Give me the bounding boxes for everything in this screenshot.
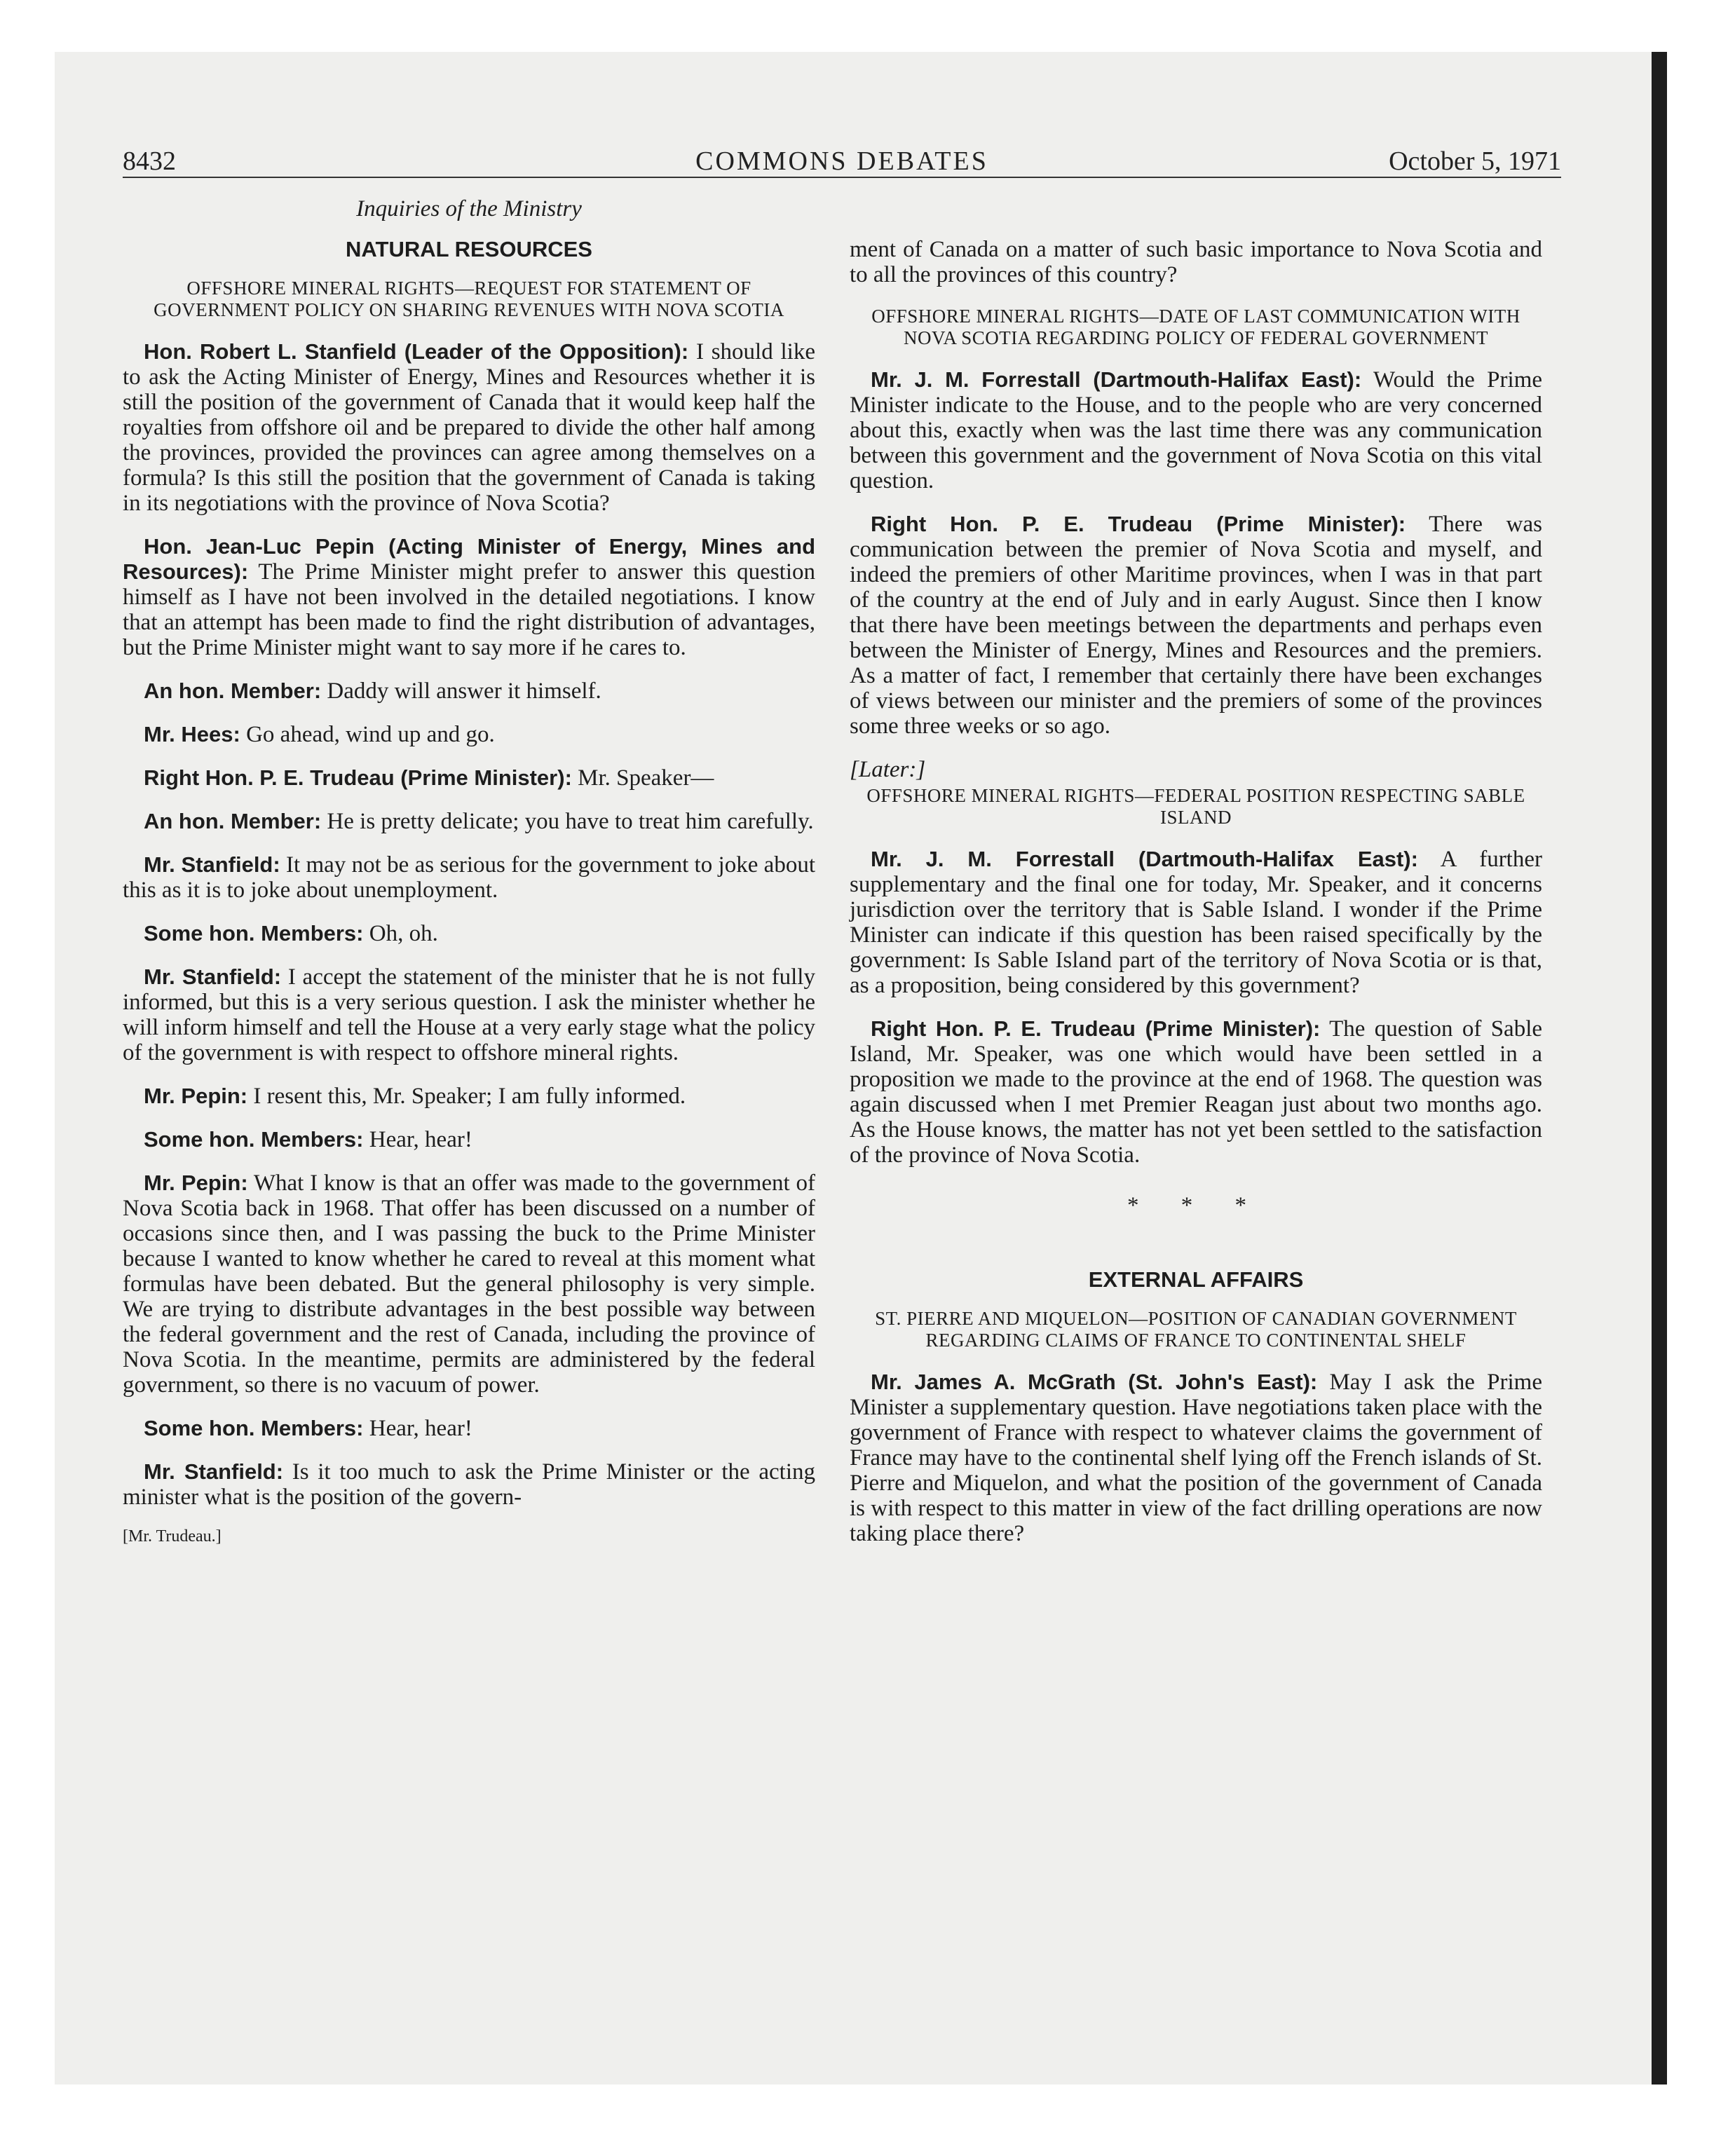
speaker-name: Mr. Pepin:	[144, 1084, 248, 1108]
speaker-name: Some hon. Members:	[144, 1127, 364, 1152]
speech-text: He is pretty delicate; you have to treat him carefully.	[321, 809, 814, 834]
sub-heading: OFFSHORE MINERAL RIGHTS—REQUEST FOR STATEMENT OF GOVERNMENT POLICY ON SHARING REVENUES WITH NOVA SCOTIA	[154, 278, 784, 320]
speaker-name: Right Hon. P. E. Trudeau (Prime Minister):	[871, 512, 1406, 536]
right-column	[850, 237, 1542, 1564]
speech-list	[123, 339, 815, 1510]
speech-paragraph	[123, 722, 815, 747]
speaker-name: Some hon. Members:	[144, 921, 364, 946]
speech-paragraph	[123, 1084, 815, 1109]
sub-heading: ST. PIERRE AND MIQUELON—POSITION OF CANADIAN GOVERNMENT REGARDING CLAIMS OF FRANCE TO CONTINENTAL SHELF	[875, 1308, 1517, 1351]
speaker-name: Hon. Jean-Luc Pepin (Acting Minister of Energy, Mines and Resources):	[123, 534, 815, 584]
page-edge-shadow	[1652, 52, 1667, 2085]
speaker-name: Mr. Stanfield:	[144, 1459, 284, 1484]
speaker-name: Hon. Robert L. Stanfield (Leader of the Opposition):	[144, 339, 689, 364]
speech-paragraph	[123, 852, 815, 903]
speech-text: What I know is that an offer was made to the government of Nova Scotia back in 1968. That offer has been discussed on a number of occasions since then, and I was passing the buck to the Prime Minister because I wanted to know whether he cared to reveal at this moment what formulas have been debated. But the general philosophy is very simple. We are trying to distribute advantages in the best possible way between the federal government and the rest of Canada, including the province of Nova Scotia. In the meantime, permits are administered by the federal government, so there is no vacuum of power.	[123, 1171, 815, 1398]
speech-text: Hear, hear!	[363, 1127, 472, 1152]
speech-paragraph	[123, 678, 815, 704]
continued-text: ment of Canada on a matter of such basic importance to Nova Scotia and to all the provinces of this country?	[850, 237, 1542, 287]
left-column	[123, 196, 815, 1549]
speaker-name: Right Hon. P. E. Trudeau (Prime Minister):	[144, 765, 572, 790]
speaker-name: Some hon. Members:	[144, 1416, 364, 1440]
speech-text: I resent this, Mr. Speaker; I am fully informed.	[247, 1084, 686, 1109]
speech-text: The question of Sable Island, Mr. Speaker, was one which would have been settled in a proposition we made to the province at the end of 1968. The question was again discussed when I met Premier Reagan just about two months ago. As the House knows, the matter has not yet been settled to the satisfaction of the province of Nova Scotia.	[850, 1016, 1543, 1168]
speaker-name: An hon. Member:	[144, 809, 322, 833]
section-heading: EXTERNAL AFFAIRS	[1088, 1267, 1304, 1292]
sub-heading: OFFSHORE MINERAL RIGHTS—FEDERAL POSITION RESPECTING SABLE ISLAND	[866, 785, 1525, 828]
speech-paragraph	[123, 534, 815, 660]
speech-paragraph	[850, 1370, 1542, 1546]
publication-date: October 5, 1971	[1389, 146, 1561, 176]
publication-title: COMMONS DEBATES	[695, 146, 988, 176]
running-header	[123, 146, 1561, 178]
speech-paragraph	[123, 1171, 815, 1398]
speech-text: Is it too much to ask the Prime Minister or the acting minister what is the position of the govern-	[123, 1459, 815, 1510]
speech-paragraph	[123, 1416, 815, 1441]
speech-text: I accept the statement of the minister that he is not fully informed, but this is a very serious question. I ask the minister whether he will inform himself and tell the House at a very early stage what the policy of the government is with respect to offshore mineral rights.	[123, 964, 815, 1065]
speech-paragraph	[850, 367, 1542, 493]
speech-text: Daddy will answer it himself.	[321, 678, 601, 704]
speech-paragraph	[850, 512, 1542, 739]
speech-paragraph	[123, 1127, 815, 1152]
speech-paragraph	[123, 339, 815, 516]
speech-list	[850, 1370, 1542, 1546]
speaker-name: Mr. Pepin:	[144, 1171, 248, 1195]
sub-heading: OFFSHORE MINERAL RIGHTS—DATE OF LAST COMMUNICATION WITH NOVA SCOTIA REGARDING POLICY OF FEDERAL GOVERNMENT	[871, 306, 1520, 348]
section-heading: NATURAL RESOURCES	[346, 237, 592, 261]
speech-paragraph	[123, 964, 815, 1065]
speaker-name: Mr. Stanfield:	[144, 964, 282, 989]
speech-text: May I ask the Prime Minister a supplementary question. Have negotiations taken place with the government of France with respect to whatever claims the government of France may have to the continental shelf lying off the French islands of St. Pierre and Miquelon, and what the position of the government of Canada is with respect to this matter in view of the fact drilling operations are now taking place there?	[850, 1370, 1542, 1546]
speech-text: Go ahead, wind up and go.	[240, 722, 495, 747]
speech-list	[850, 847, 1542, 1168]
speech-paragraph	[123, 921, 815, 946]
speech-paragraph	[850, 847, 1542, 998]
speaker-name: An hon. Member:	[144, 678, 322, 703]
speech-text: I should like to ask the Acting Minister of Energy, Mines and Resources whether it is still the position of the government of Canada that it would keep half the royalties from offshore oil and be prepared to divide the other half among the provinces, provided the provinces can agree among themselves on a formula? Is this still the position that the government of Canada is taking in its negotiations with the province of Nova Scotia?	[123, 339, 815, 516]
speech-paragraph	[123, 1459, 815, 1510]
speech-paragraph	[123, 809, 815, 834]
footnote: [Mr. Trudeau.]	[123, 1527, 222, 1546]
speech-list	[850, 367, 1542, 739]
speech-text: Mr. Speaker—	[571, 765, 714, 791]
speaker-name: Mr. Hees:	[144, 722, 240, 746]
speaker-name: Mr. J. M. Forrestall (Dartmouth-Halifax East):	[871, 847, 1418, 871]
page-number: 8432	[123, 146, 176, 176]
later-note: [Later:]	[850, 757, 926, 782]
speaker-name: Right Hon. P. E. Trudeau (Prime Minister):	[871, 1016, 1321, 1041]
speech-text: There was communication between the premier of Nova Scotia and myself, and indeed the premiers of other Maritime provinces, when I was in that part of the country at the end of July and in early August. Since then I know that there have been meetings between the departments and perhaps even between the Minister of Energy, Mines and Resources and the premiers. As a matter of fact, I remember that certainly there have been exchanges of views between our minister and the premiers of some of the provinces some three weeks or so ago.	[850, 512, 1542, 739]
speech-text: A further supplementary and the final one for today, Mr. Speaker, and it concerns jurisdiction over the territory that is Sable Island. I wonder if the Prime Minister can indicate if this question has been raised specifically by the government: Is Sable Island part of the territory of Nova Scotia or is that, as a proposition, being considered by this government?	[850, 847, 1542, 998]
speaker-name: Mr. Stanfield:	[144, 852, 280, 877]
speaker-name: Mr. J. M. Forrestall (Dartmouth-Halifax East):	[871, 367, 1362, 392]
italic-heading: Inquiries of the Ministry	[356, 196, 582, 221]
speaker-name: Mr. James A. McGrath (St. John's East):	[871, 1370, 1318, 1394]
speech-paragraph	[850, 1016, 1542, 1168]
speech-text: Would the Prime Minister indicate to the House, and to the people who are very concerned about this, exactly when was the last time there was any communication between this government and the government of Nova Scotia on this vital question.	[850, 367, 1543, 493]
section-separator: * * *	[1127, 1193, 1265, 1218]
speech-text: Hear, hear!	[363, 1416, 472, 1441]
speech-text: It may not be as serious for the government to joke about this as it is to joke about unemployment.	[123, 852, 815, 903]
speech-paragraph	[123, 765, 815, 791]
speech-text: Oh, oh.	[363, 921, 438, 946]
speech-text: The Prime Minister might prefer to answer this question himself as I have not been involved in the detailed negotiations. I know that an attempt has been made to find the right distribution of advantages, but the Prime Minister might want to say more if he cares to.	[123, 559, 815, 660]
